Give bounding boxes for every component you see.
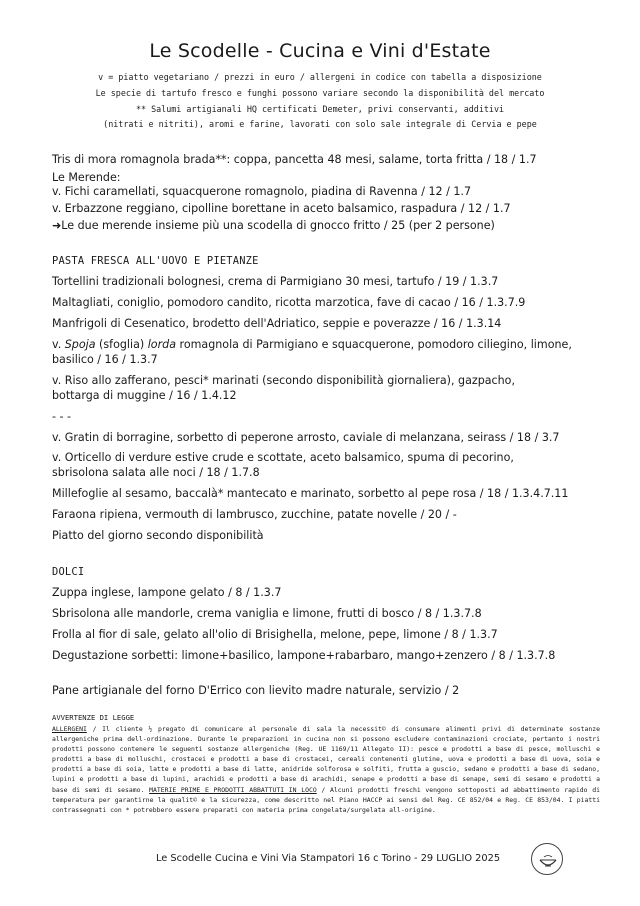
legal-notice: ALLERGENI / Il cliente ½ pregato di comunicare al personale di sala la necessit© di consumare alimenti privi di determinate sostanze allergeniche prima dell-ordinazione. Durante le preparazioni in cucina non si possono escludere contaminazioni crociate, pertanto i nostri prodotti possono contenere le seguenti sostanze allergeniche (Reg. UE 1169/11 Allegato II): pesce e prodotti a base di pesce, molluschi e prodotti a base di molluschi, crostacei e prodotti a base di crostacei, cereali contenenti glutine, uova e prodotti a base di uova, soia e prodotti a base di soia, latte e prodotti a base di latte, anidride solforosa e solfiti, frutta a guscio, sedano e prodotti a base di sedano, lupini e prodotti a base di lupini, arachidi e prodotti a base di arachidi, senape e prodotti a base di senape, semi di sesamo e prodotti a base di semi di sesamo. MATERIE PRIME E PRODOTTI ABBATTUTI IN LOCO / Alcuni prodotti freschi vengono sottoposti ad abbattimento rapido di temperatura per garantirne la qualit© e la sicurezza, come descritto nel Piano HACCP ai sensi del Reg. CE 852/04 e Reg. CE 853/04. I piatti contrassegnati con * potrebbero essere preparati con materia prima congelata/surgelata all-origine. — [52, 725, 600, 814]
bowl-logo-icon — [531, 843, 563, 875]
header-note: ** Salumi artigianali HQ certificati Demeter, privi conservanti, additivi — [135, 104, 505, 114]
header-note: v = piatto vegetariano / prezzi in euro / allergeni in codice con tabella a disposizione — [98, 72, 542, 82]
separator: - - - — [52, 410, 72, 423]
section-heading-pasta: PASTA FRESCA ALL'UOVO E PIETANZE — [52, 255, 259, 267]
menu-item-merenda: v. Fichi caramellati, squacquerone romagnolo, piadina di Ravenna / 12 / 1.7 — [52, 185, 472, 198]
menu-item-riso: v. Riso allo zafferano, pesci* marinati (secondo disponibilità giornaliera), gazpacho, — [52, 374, 515, 387]
section-heading-dolci: DOLCI — [52, 566, 85, 578]
menu-item-merenda: v. Erbazzone reggiano, cipolline borettane in aceto balsamico, raspadura / 12 / 1.7 — [52, 202, 511, 215]
menu-item-spoja: v. Spoja (sfoglia) lorda romagnola di Parmigiano e squacquerone, pomodoro ciliegino, limone, — [52, 338, 572, 351]
menu-item-orticello: v. Orticello di verdure estive crude e scottate, aceto balsamico, spuma di pecorino, — [52, 451, 514, 464]
legal-title: AVVERTENZE DI LEGGE — [52, 713, 135, 722]
arrow-right-icon: ➜ — [52, 219, 62, 232]
menu-item-dolce: Sbrisolona alle mandorle, crema vaniglia e limone, frutti di bosco / 8 / 1.3.7.8 — [52, 607, 482, 620]
header-note: Le specie di tartufo fresco e funghi possono variare secondo la disponibilità del mercato — [95, 88, 545, 98]
menu-item-millefoglie: Millefoglie al sesamo, baccalà* mantecato e marinato, sorbetto al pepe rosa / 18 / 1.3.4.7.11 — [52, 487, 569, 500]
menu-item-tris: Tris di mora romagnola brada**: coppa, pancetta 48 mesi, salame, torta fritta / 18 / 1.7 — [52, 153, 537, 166]
header-note: (nitrati e nitriti), aromi e farine, lavorati con solo sale integrale di Cervia e pepe — [103, 119, 537, 129]
menu-item-pane: Pane artigianale del forno D'Errico con lievito madre naturale, servizio / 2 — [52, 684, 460, 697]
menu-item-orticello-cont: sbrisolona salata alle noci / 18 / 1.7.8 — [52, 466, 260, 479]
menu-item-pasta: Tortellini tradizionali bolognesi, crema di Parmigiano 30 mesi, tartufo / 19 / 1.3.7 — [52, 275, 499, 288]
menu-item-pasta: Manfrigoli di Cesenatico, brodetto dell'Adriatico, seppie e poverazze / 16 / 1.3.14 — [52, 317, 502, 330]
menu-item-pasta: Maltagliati, coniglio, pomodoro candito, ricotta marzotica, fave di cacao / 16 / 1.3.7.9 — [52, 296, 526, 309]
merende-label: Le Merende: — [52, 171, 121, 184]
menu-item-riso-cont: bottarga di muggine / 16 / 1.4.12 — [52, 389, 237, 402]
menu-item-dolce: Degustazione sorbetti: limone+basilico, lampone+rabarbaro, mango+zenzero / 8 / 1.3.7.8 — [52, 649, 556, 662]
menu-item-spoja-cont: basilico / 16 / 1.3.7 — [52, 353, 158, 366]
menu-item-dolce: Frolla al fior di sale, gelato all'olio di Brisighella, melone, pepe, limone / 8 / 1.3.7 — [52, 628, 498, 641]
menu-item-faraona: Faraona ripiena, vermouth di lambrusco, zucchine, patate novelle / 20 / - — [52, 508, 457, 521]
menu-item-merende-combo: ➜Le due merende insieme più una scodella di gnocco fritto / 25 (per 2 persone) — [52, 219, 495, 232]
page-title: Le Scodelle - Cucina e Vini d'Estate — [149, 40, 491, 62]
menu-item-piatto-giorno: Piatto del giorno secondo disponibilità — [52, 529, 264, 542]
menu-item-gratin: v. Gratin di borragine, sorbetto di peperone arrosto, caviale di melanzana, seirass / 18 / 3.7 — [52, 431, 560, 444]
menu-item-dolce: Zuppa inglese, lampone gelato / 8 / 1.3.7 — [52, 586, 282, 599]
footer-address: Le Scodelle Cucina e Vini Via Stampatori 16 c Torino - 29 LUGLIO 2025 — [156, 853, 501, 864]
